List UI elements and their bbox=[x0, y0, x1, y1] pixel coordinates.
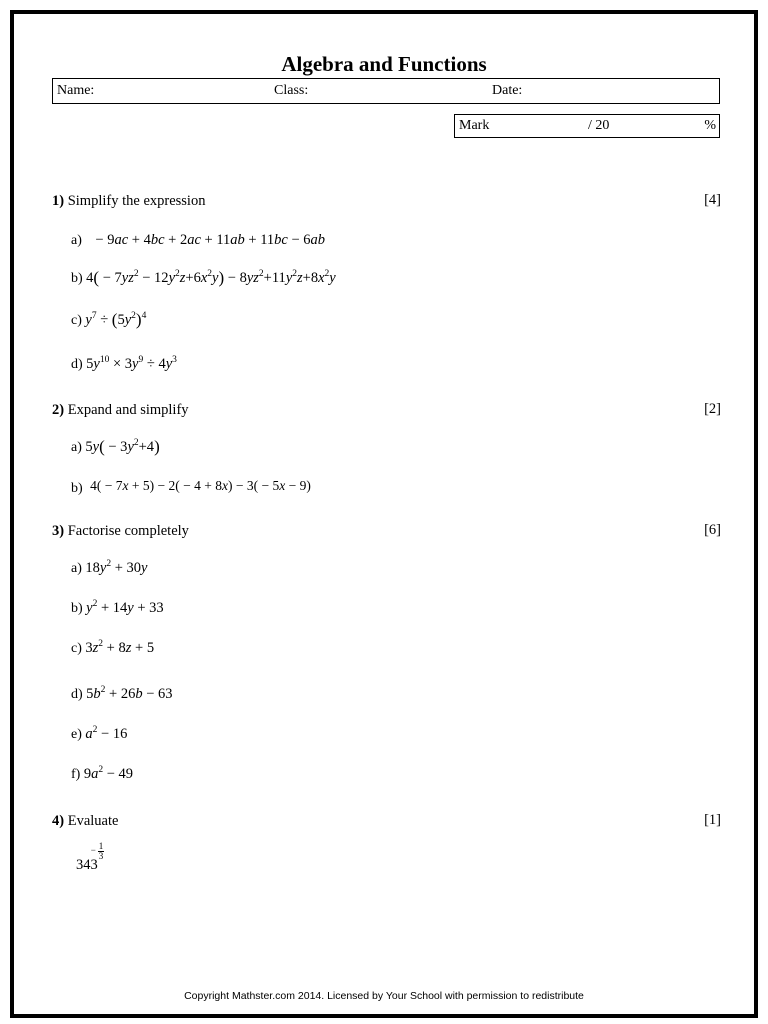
part-label: a) bbox=[71, 233, 82, 248]
student-info-box bbox=[52, 78, 720, 104]
q2b-expression: 4( − 7x + 5) − 2( − 4 + 8x) − 3( − 5x − 9) bbox=[90, 478, 311, 493]
q1-part-a bbox=[71, 232, 325, 249]
q4-base: 343 bbox=[76, 857, 98, 873]
question-number: 3) bbox=[52, 523, 65, 539]
q2-part-b bbox=[71, 478, 311, 495]
question-text: Evaluate bbox=[67, 813, 119, 829]
part-label: d) bbox=[71, 357, 83, 372]
question-3-marks: [6] bbox=[704, 522, 721, 538]
name-label: Name: bbox=[57, 83, 95, 98]
question-2-heading bbox=[52, 402, 189, 419]
q3-part-a bbox=[71, 560, 147, 577]
q2a-expression: $5y( - 3y^2+4)$ bbox=[85, 437, 160, 456]
question-text: Simplify the expression bbox=[67, 193, 206, 209]
mark-total: / 20 bbox=[588, 118, 610, 133]
question-number: 1) bbox=[52, 193, 65, 209]
q1-part-d bbox=[71, 356, 177, 373]
q1-part-b bbox=[71, 267, 336, 287]
question-4-heading bbox=[52, 813, 118, 830]
part-label: c) bbox=[71, 641, 82, 656]
page-title: Algebra and Functions bbox=[281, 52, 487, 76]
q1-part-c bbox=[71, 309, 146, 329]
question-3-heading bbox=[52, 523, 189, 540]
question-number: 2) bbox=[52, 402, 65, 418]
q3f-expression: $9a^2 - 49$ bbox=[83, 765, 134, 782]
q3b-expression: $y^2 + 14y + 33$ bbox=[86, 599, 164, 616]
exponent-numerator: 1 bbox=[98, 841, 104, 851]
part-label: b) bbox=[71, 481, 83, 496]
q1b-expression: $4( - 7yz^2 - 12y^2z+6x^2y) - 8yz^2+11y^2z+8x^2y$ bbox=[86, 268, 336, 287]
exponent-sign: − bbox=[90, 845, 96, 855]
part-label: b) bbox=[71, 271, 83, 286]
q3-part-c bbox=[71, 640, 154, 657]
part-label: b) bbox=[71, 601, 83, 616]
question-text: Expand and simplify bbox=[67, 402, 189, 418]
question-1-marks: [4] bbox=[704, 192, 721, 208]
q3-part-f bbox=[71, 766, 133, 783]
question-4-marks: [1] bbox=[704, 812, 721, 828]
q3-part-e bbox=[71, 726, 127, 743]
part-label: a) bbox=[71, 561, 82, 576]
q4-expression bbox=[76, 841, 104, 874]
date-label: Date: bbox=[492, 83, 523, 98]
q3-part-d bbox=[71, 686, 173, 703]
question-2-marks: [2] bbox=[704, 401, 721, 417]
q3e-expression: $a^2 - 16$ bbox=[85, 725, 128, 742]
q1a-expression: − 9ac + 4bc + 2ac + 11ab + 11bc − 6ab bbox=[95, 232, 326, 248]
class-label: Class: bbox=[274, 83, 309, 98]
question-number: 4) bbox=[52, 813, 65, 829]
part-label: c) bbox=[71, 313, 82, 328]
part-label: a) bbox=[71, 440, 82, 455]
worksheet-page bbox=[10, 10, 758, 1018]
q3d-expression: $5b^2 + 26b - 63$ bbox=[86, 685, 173, 702]
q3a-expression: $18y^2 + 30y$ bbox=[85, 559, 148, 576]
exponent-denominator: 3 bbox=[98, 851, 104, 861]
q3c-expression: $3z^2 + 8z + 5$ bbox=[85, 639, 155, 656]
part-label: f) bbox=[71, 767, 81, 782]
q1c-expression: $y^7 \div (5y^2)^4$ bbox=[85, 310, 147, 329]
q3-part-b bbox=[71, 600, 164, 617]
q2-part-a bbox=[71, 436, 160, 456]
mark-box bbox=[454, 114, 720, 138]
part-label: e) bbox=[71, 727, 82, 742]
part-label: d) bbox=[71, 687, 83, 702]
q4-fraction-exponent bbox=[90, 841, 105, 861]
question-text: Factorise completely bbox=[67, 523, 189, 539]
q1d-expression: $5y^{10} \times 3y^9 \div 4y^3$ bbox=[86, 355, 177, 372]
question-1-heading bbox=[52, 193, 205, 210]
copyright-footer: Copyright Mathster.com 2014. Licensed by Your School with permission to redistribute bbox=[184, 990, 584, 1002]
mark-percent: % bbox=[704, 118, 716, 133]
mark-label: Mark bbox=[459, 118, 490, 133]
